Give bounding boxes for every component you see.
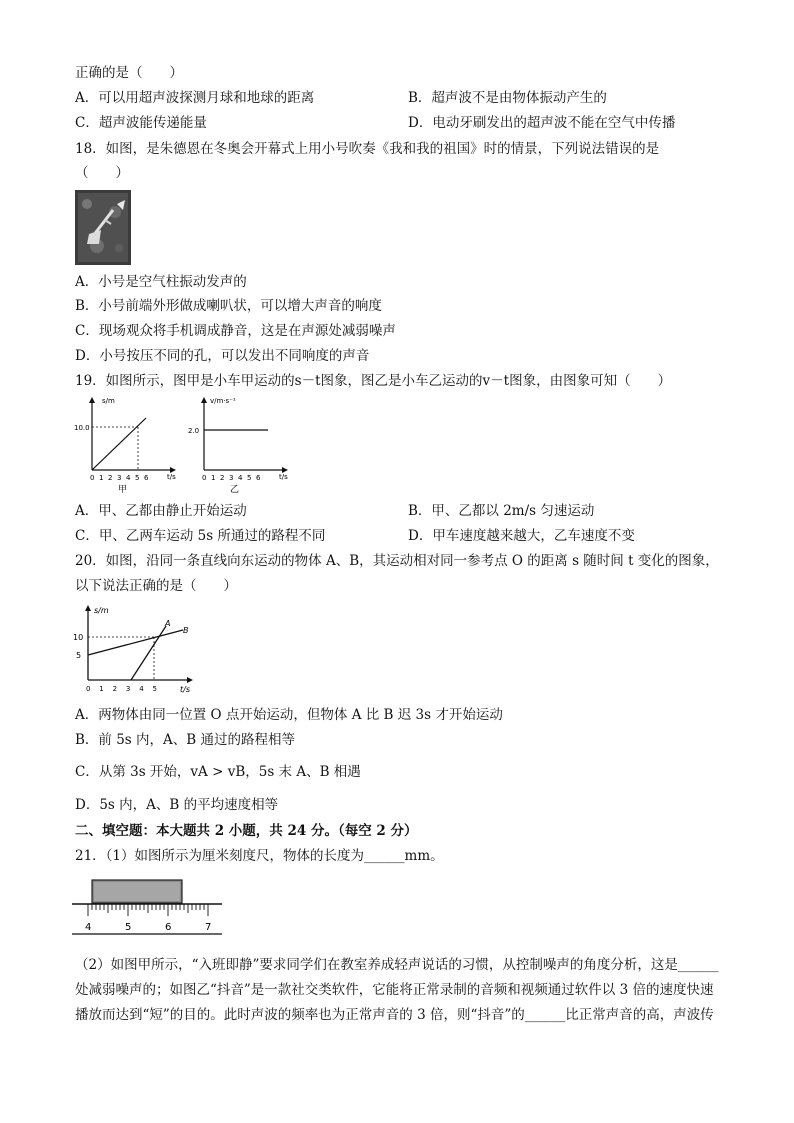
- q20-y10: 10: [73, 633, 84, 642]
- graph-jia-tick-3: 3: [117, 474, 122, 482]
- q17-tail: 正确的是（ ）: [75, 65, 183, 81]
- q18-stem-paren: （ ）: [75, 165, 129, 181]
- graph-yi: [188, 397, 288, 495]
- q20-label-b: B: [183, 626, 189, 635]
- q20-x-arrow: [187, 677, 193, 683]
- section-2-title: 二、填空题：本大题共 2 小题，共 24 分。（每空 2 分）: [75, 823, 418, 839]
- graph-yi-caption: 乙: [230, 485, 240, 495]
- q17-option-a: A．可以用超声波探测月球和地球的距离: [75, 90, 315, 106]
- graph-jia-ticks: [90, 474, 149, 482]
- q19-graphs: [72, 393, 312, 495]
- graph-jia-tick-2: 2: [108, 474, 113, 482]
- trumpet-photo: [75, 190, 131, 265]
- q17-option-c: C．超声波能传递能量: [75, 115, 207, 131]
- q20-y5: 5: [76, 651, 82, 660]
- graph-yi-xlabel: t/s: [279, 473, 288, 481]
- q20-tick-2: 2: [112, 685, 118, 693]
- ruler-ticks: [88, 904, 208, 916]
- q21-part1: 21．（1）如图所示为厘米刻度尺，物体的长度为______mm。: [75, 848, 444, 864]
- q17-option-b: B．超声波不是由物体振动产生的: [408, 90, 607, 106]
- graph-jia-tick-5: 5: [135, 474, 140, 482]
- graph-jia-tick-0: 0: [90, 474, 95, 482]
- q20-tick-3: 3: [125, 685, 131, 693]
- ruler-label-6: 6: [165, 922, 172, 933]
- q20-stem: 20．如图，沿同一条直线向东运动的物体 A、B，其运动相对同一参考点 O 的距离 s 随时间 t 变化的图象，: [75, 553, 719, 569]
- ruler-object-texture: [94, 882, 180, 901]
- q19-option-a: A．甲、乙都由静止开始运动: [75, 503, 247, 519]
- graph-jia-y-arrow: [89, 397, 95, 403]
- graph-jia-tick-1: 1: [99, 474, 104, 482]
- q20-label-a: A: [165, 619, 171, 628]
- q21-ruler: [70, 876, 230, 938]
- graph-yi-tick-1: 1: [211, 474, 216, 482]
- q20-option-c: C．从第 3s 开始，vA > vB，5s 末 A、B 相遇: [75, 764, 361, 780]
- graph-yi-ticks: [202, 474, 261, 482]
- graph-jia-caption: 甲: [118, 485, 128, 495]
- q20-option-d: D．5s 内，A、B 的平均速度相等: [75, 797, 279, 813]
- q20-y-arrow: [85, 605, 91, 611]
- graph-yi-tick-5: 5: [247, 474, 252, 482]
- q17-option-d: D．电动牙刷发出的超声波不能在空气中传播: [408, 115, 676, 131]
- ruler-labels: [85, 922, 211, 933]
- q20-ylabel: s/m: [94, 606, 109, 615]
- graph-yi-tick-4: 4: [238, 474, 243, 482]
- q18-option-d: D．小号按压不同的孔，可以发出不同响度的声音: [75, 348, 370, 364]
- graph-yi-tick-6: 6: [256, 474, 261, 482]
- graph-yi-tick-3: 3: [229, 474, 234, 482]
- graph-jia-tick-4: 4: [126, 474, 131, 482]
- graph-yi-y-arrow: [201, 397, 207, 403]
- graph-jia-ylabel: s/m: [102, 397, 115, 405]
- q20-line-b: [88, 630, 183, 655]
- q19-option-d: D．甲车速度越来越大，乙车速度不变: [408, 528, 635, 544]
- graph-yi-tick-0: 0: [202, 474, 207, 482]
- graph-jia-xlabel: t/s: [167, 473, 176, 481]
- q18-stem: 18．如图，是朱德恩在冬奥会开幕式上用小号吹奏《我和我的祖国》时的情景，下列说法错误的是: [75, 141, 660, 157]
- ruler-label-7: 7: [205, 922, 212, 933]
- q20-tick-1: 1: [99, 685, 104, 693]
- q21-part2-line2: 处减弱噪声的；如图乙“抖音”是一款社交类软件，它能将正常录制的音频和视频通过软件以 3 倍的速度快速: [75, 982, 714, 998]
- graph-yi-yval: 2.0: [188, 427, 200, 435]
- q20-tick-0: 0: [86, 685, 91, 693]
- q20-option-a: A．两物体由同一位置 O 点开始运动，但物体 A 比 B 迟 3s 才开始运动: [75, 707, 503, 723]
- q20-option-b: B．前 5s 内，A、B 通过的路程相等: [75, 732, 295, 748]
- q18-option-a: A．小号是空气柱振动发声的: [75, 274, 247, 290]
- graph-jia-tick-6: 6: [144, 474, 149, 482]
- q20-graph: [68, 600, 208, 696]
- q18-option-c: C．现场观众将手机调成静音，这是在声源处减弱噪声: [75, 323, 396, 339]
- ruler-label-4: 4: [85, 922, 92, 933]
- graph-yi-ylabel: v/m·s⁻¹: [210, 397, 236, 405]
- q19-option-b: B．甲、乙都以 2m/s 匀速运动: [408, 503, 595, 519]
- q20-tick-4: 4: [139, 685, 144, 693]
- q21-part2-line1: （2）如图甲所示，“入班即静”要求同学们在教室养成轻声说话的习惯，从控制噪声的角度分析，这是______: [75, 957, 719, 973]
- graph-jia-yval: 10.0: [74, 424, 90, 432]
- q19-stem: 19．如图所示，图甲是小车甲运动的s－t图象，图乙是小车乙运动的v－t图象，由图象可知（ ）: [75, 373, 672, 389]
- q20-ticks: [86, 685, 157, 693]
- q20-stem-line2: 以下说法正确的是（ ）: [75, 578, 237, 594]
- q20-line-a: [131, 626, 166, 680]
- q20-tick-5: 5: [152, 685, 157, 693]
- graph-yi-tick-2: 2: [220, 474, 225, 482]
- q19-option-c: C．甲、乙两车运动 5s 所通过的路程不同: [75, 528, 326, 544]
- q20-xlabel: t/s: [180, 685, 190, 694]
- q21-part2-line3: 播放而达到“短”的目的。此时声波的频率也为正常声音的 3 倍，则“抖音”的______比正常声音的高，声波传: [75, 1007, 714, 1023]
- ruler-label-5: 5: [125, 922, 132, 933]
- q18-option-b: B．小号前端外形做成喇叭状，可以增大声音的响度: [75, 298, 382, 314]
- trumpet-photo-image: [75, 190, 131, 265]
- graph-jia: [74, 397, 176, 495]
